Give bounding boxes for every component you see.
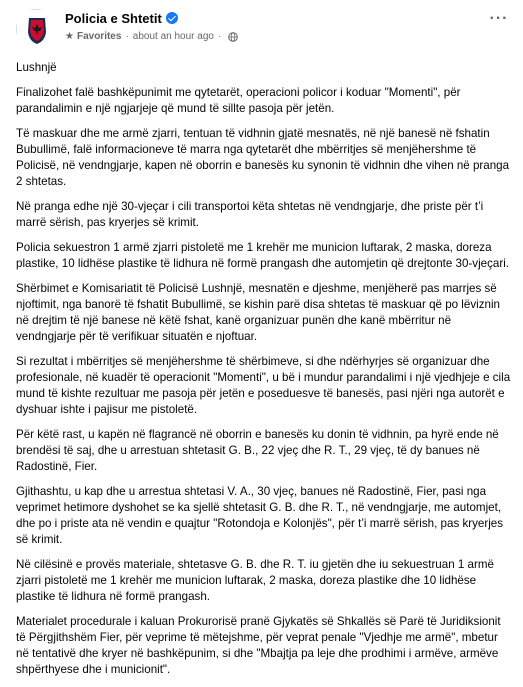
post-paragraph: Policia sekuestron 1 armë zjarri pistoletë me 1 krehër me municion luftarak, 2 maska, doreza plastike, 10 lidhëse plastike të lidhura në formë prangash dhe automjetin që drejtonte 30-vjeçari. bbox=[16, 241, 510, 270]
page-name[interactable] bbox=[65, 11, 178, 26]
police-logo-icon bbox=[17, 10, 57, 50]
separator-dot: · bbox=[217, 31, 222, 42]
post-paragraph: Në pranga edhe një 30-vjeçar i cili transportoi këta shtetas në vendngjarje, dhe priste për t’i marrë sërish, pas kryerjes së krimit. bbox=[16, 200, 484, 229]
post-paragraph: Si rezultat i mbërritjes së menjëhershme të shërbimeve, si dhe ndërhyrjes së organizuar dhe profesionale, në kuadër të operacionit "Momenti", u bë i mundur parandalimi i një vjedhjeje e cila mund të kishte rezultuar me pasoja për jetën e poseduesve të banesës, pasi njëri nga autorët e dyshuar ishte i pajisur me pistoletë. bbox=[16, 355, 511, 416]
verified-badge-icon bbox=[166, 12, 178, 24]
post-paragraph: Shërbimet e Komisariatit të Policisë Lushnjë, mesnatën e djeshme, menjëherë pas marrjes së njoftimit, nga banorë të fshatit Bubullimë, se kishin parë disa shtetas të maskuar që po lëviznin në drejtim të një banese në këtë fshat, kanë organizuar punën dhe kanë mbërritur në vendngjarje për të verifikuar situatën e njoftuar. bbox=[16, 282, 500, 343]
post-paragraph: Të maskuar dhe me armë zjarri, tentuan të vidhnin gjatë mesnatës, në një banesë në fshatin Bubullimë, falë informacioneve të marra nga qytetarët dhe mbërritjes së menjëhershme të Policisë, në vendngjarje, kapen në oborrin e banesës ku synonin të vidhnin dhe vihen në pranga 2 shtetas. bbox=[16, 127, 510, 188]
post-paragraph: Lushnjë bbox=[16, 61, 57, 74]
post-paragraph: Gjithashtu, u kap dhe u arrestua shtetasi V. A., 30 vjeç, banues në Radostinë, Fier, pasi nga veprimet hetimore dyshohet se ka sjellë shtetasit G. B. dhe R. T., në vendngjarje, me automjet, dhe po i priste ata në vendin e quajtur "Rotondoja e Kolonjës", për t’i marrë sërish, pas kryerjes së krimit. bbox=[16, 485, 504, 546]
globe-icon bbox=[228, 32, 238, 42]
post-body bbox=[16, 60, 511, 687]
separator-dot: · bbox=[125, 31, 129, 42]
post-time[interactable]: about an hour ago bbox=[132, 31, 214, 42]
post-paragraph: Materialet procedurale i kaluan Prokurorisë pranë Gjykatës së Shkallës së Parë të Juridiksionit të Përgjithshëm Fier, për veprime të mëtejshme, për veprat penale "Vjedhje me armë", mbetur në tentativë dhe kryer në bashkëpunim, si dhe "Mbajtja pa leje dhe prodhimi i armëve, armëve shpërthyese dhe i municionit". bbox=[16, 615, 501, 676]
more-options-button[interactable]: ··· bbox=[489, 10, 509, 27]
post-header bbox=[16, 9, 511, 49]
star-icon: ★ bbox=[65, 31, 74, 42]
post-paragraph: Për këtë rast, u kapën në flagrancë në oborrin e banesës ku donin të vidhnin, pa hyrë ende në brendësi të saj, dhe u arrestuan shtetasit G. B., 22 vjeç dhe R. T., 29 vjeç, të dy banues në Radostinë, Fier. bbox=[16, 428, 499, 473]
page-avatar[interactable] bbox=[16, 9, 56, 49]
post-paragraph: Finalizohet falë bashkëpunimit me qytetarët, operacioni policor i koduar "Momenti", për parandalimin e një ngjarjeje që mund të sillte pasoja për jetën. bbox=[16, 86, 461, 115]
page-name-text[interactable]: Policia e Shtetit bbox=[65, 11, 162, 26]
post-meta bbox=[65, 31, 238, 42]
post-paragraph: Në cilësinë e provës materiale, shtetasve G. B. dhe R. T. iu gjetën dhe iu sekuestruan 1 armë zjarri pistoletë me 1 krehër me municion luftarak, 2 maska, doreza plastike dhe 10 lidhëse plastike të lidhura në formë prangash. bbox=[16, 558, 494, 603]
favorites-label: Favorites bbox=[76, 31, 122, 42]
